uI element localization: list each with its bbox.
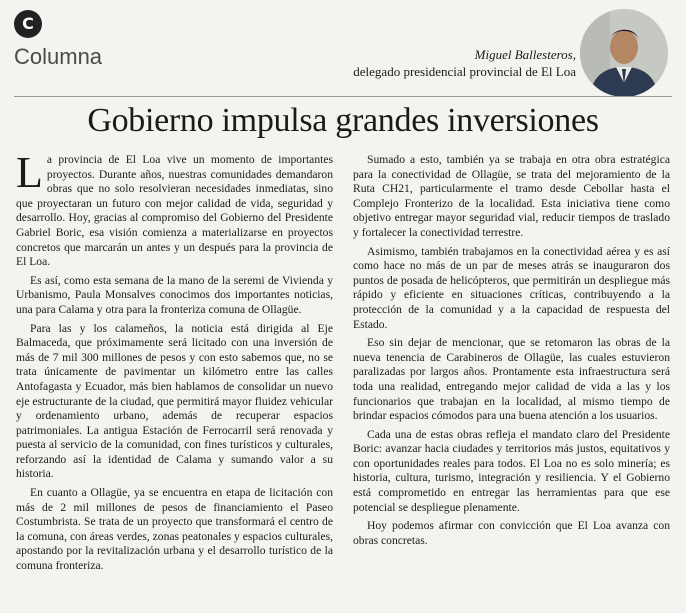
author-byline [353,46,576,80]
article-paragraph: Hoy podemos afirmar con convicción que El Loa avanza con obras concretas. [353,519,670,547]
portrait-image [580,9,668,97]
section-label: Columna [14,44,103,69]
article-paragraph: En cuanto a Ollagüe, ya se encuentra en etapa de licitación con más de 2 mil millones de pesos de financiamiento el Paseo Costumbrista. Se trata de un proyecto que transformará el centro de la comuna, con áreas verdes, zonas peatonales y espacios culturales, apostando por la revitalización urbana y el desarrollo turístico de la comuna fronteriza. [16,486,333,573]
article-paragraph: Eso sin dejar de mencionar, que se retomaron las obras de la nueva tenencia de Carabineros de Ollagüe, las cuales estuvieron paralizadas por largos años. Prontamente esta infraestructura será toda una realidad, entregando mejor calidad de vida a las y los funcionarios que trabajan en la localidad, al mismo tiempo de brindar espacios cómodos para una buena atención a los usuarios. [353,336,670,423]
article-headline: Gobierno impulsa grandes inversiones [87,102,599,139]
article-paragraph: La provincia de El Loa vive un momento de importantes proyectos. Durante años, nuestras comunidades demandaron obras que no solo resolvieran necesidades inmediatas, sino que proyectaran un futuro con mejor calidad de vida, seguridad y desarrollo. Hoy, gracias al compromiso del Gobierno del Presidente Gabriel Boric, esa visión comienza a materializarse en proyectos concretos que marcarán un antes y un después para la provincia de El Loa. [16,148,333,269]
article-paragraph: Sumado a esto, también ya se trabaja en otra obra estratégica para la conectividad de Ollagüe, se trata del mejoramiento de la Ruta CH21, particularmente el tramo desde Cebollar hasta el Complejo Fronterizo de la localidad. Esta iniciativa tiene como objetivo entregar mayor seguridad vial, reducir tiempos de traslado y fortalecer la conectividad terrestre. [353,153,670,239]
section-badge: C [14,10,42,38]
header-divider [14,96,672,97]
drop-cap: L [16,148,43,197]
article-body [16,148,670,605]
author-name: Miguel Ballesteros, [474,47,576,62]
article-paragraph: Para las y los calameños, la noticia está dirigida al Eje Balmaceda, que próximamente será licitado con una inversión de más de 7 mil 300 millones de pesos y con esto sabemos que, no se trata únicamente de pavimentar un kilómetro entre las calles Antofagasta y Ecuador, más bien hablamos de consolidar un nuevo eje estructurante de la ciudad, que permitirá mayor fluidez vehicular y ordenamiento urbano, además de recuperar espacios patrimoniales. La antigua Estación de Ferrocarril será renovada y puesta al servicio de la comunidad, con fines turísticos y culturales, reforzando así la identidad de Calama y sumando valor a su historia. [16,321,333,481]
article-paragraph: Asimismo, también trabajamos en la conectividad aérea y es así como hace no más de un par de meses atrás se inauguraron dos puntos de posada de helicópteros, que permitirán un despliegue más rápido y eficiente en situaciones críticas, contribuyendo a la protección de la comunidad y a la capacidad de respuesta del Estado. [353,244,670,331]
author-role: delegado presidencial provincial de El Loa [353,64,576,79]
article-paragraph: Es así, como esta semana de la mano de la seremi de Vivienda y Urbanismo, Paula Monsalves conocimos dos importantes noticias, una para Calama y otra para la fronteriza comuna de Ollagüe. [16,273,333,316]
author-photo [580,9,668,97]
article-paragraph: Cada una de estas obras refleja el mandato claro del Presidente Boric: avanzar hacia ciudades y territorios más justos, equitativos y con oportunidades reales para todos. El Loa no es solo minería; es historia, cultura, turismo, integración y resiliencia. Y el Gobierno está comprometido en entregar las herramientas para que ese potencial se despliegue plenamente. [353,427,670,514]
